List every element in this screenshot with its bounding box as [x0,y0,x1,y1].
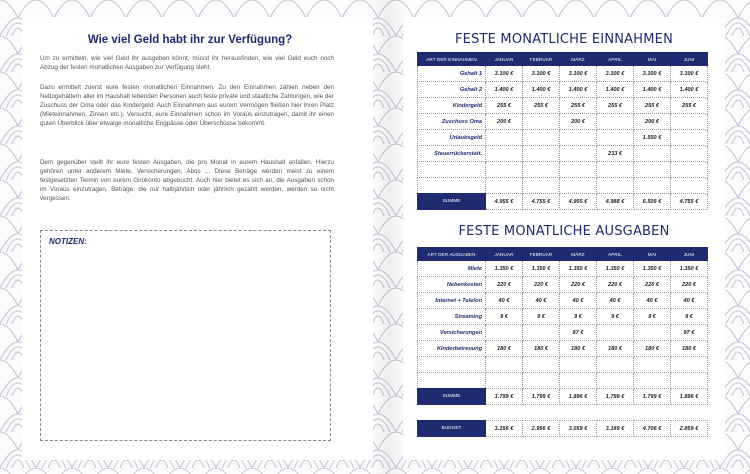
income-header-row [418,53,708,66]
income-row-label: Zuschuss Oma [418,114,486,130]
income-header-cell: MÄRZ [560,53,597,66]
budget-table [417,420,708,437]
expenses-empty-cell [634,373,671,389]
expenses-row [418,293,708,309]
expenses-value-cell: 1.350 € [560,261,597,277]
expenses-sum-value-cell: 1.896 € [671,389,708,405]
intro-paragraph-2: Dazu ermittelt zuerst eure festen monatlichen Einnahmen. Zu den Einnahmen zählen neben den Nettogehältern aller im Haushalt lebenden Personen auch feste private und staatliche Zahlungen, wie der Zuschuss der Oma oder das Kindergeld. Auch Einnahmen aus eurem Vermögen fließen hier ihren Platz (Mieteinnahmen, Zinsen etc.). Versucht, eure Einnahmen schon im Voraus einzutragen, damit ihr einen guten Überblick über etwaige monatliche Engpässe oder Überschüsse bekommt. [40,84,334,127]
income-empty-row [418,162,708,178]
income-sum-value-cell: 6.505 € [634,194,671,210]
income-value-cell: 3.100 € [634,66,671,82]
income-empty-cell [418,162,486,178]
income-value-cell [634,146,671,162]
expenses-value-cell: 1.350 € [634,261,671,277]
expenses-value-cell: 40 € [597,293,634,309]
expenses-empty-cell [418,373,486,389]
expenses-empty-cell [597,357,634,373]
income-empty-cell [418,178,486,194]
expenses-value-cell [597,325,634,341]
income-row-label: Steuerrückerstatt. [418,146,486,162]
expenses-value-cell: 9 € [523,309,560,325]
expenses-value-cell: 220 € [671,277,708,293]
income-value-cell [560,130,597,146]
income-row-label: Urlaubsgeld [418,130,486,146]
income-header-cell: FEBRUAR [523,53,560,66]
expenses-row-label: Nebenkosten [418,277,486,293]
income-empty-cell [560,178,597,194]
expenses-value-cell [634,325,671,341]
income-empty-row [418,178,708,194]
expenses-value-cell: 40 € [486,293,523,309]
income-empty-cell [486,178,523,194]
expenses-header-row [418,248,708,261]
expenses-sum-row [418,389,708,405]
income-value-cell: 200 € [634,114,671,130]
income-empty-cell [671,178,708,194]
income-row-label: Gehalt 2 [418,82,486,98]
income-sum-label: SUMME [418,194,486,210]
expenses-header-cell: JANUAR [486,248,523,261]
income-sum-value-cell: 4.988 € [597,194,634,210]
income-value-cell: 3.100 € [486,66,523,82]
budget-label: BUDGET [418,421,486,437]
expenses-empty-row [418,357,708,373]
expenses-value-cell: 1.350 € [671,261,708,277]
income-empty-cell [634,162,671,178]
income-value-cell [597,130,634,146]
expenses-row [418,341,708,357]
income-table [417,52,708,210]
income-value-cell [486,130,523,146]
expenses-row [418,309,708,325]
income-empty-cell [671,162,708,178]
income-title: FESTE MONATLICHE EINNAHMEN [454,32,674,47]
income-value-cell: 1.400 € [597,82,634,98]
income-row [418,130,708,146]
notes-box[interactable] [40,230,331,441]
income-empty-cell [560,162,597,178]
income-value-cell: 1.400 € [523,82,560,98]
expenses-row-label: Streaming [418,309,486,325]
expenses-table [417,247,708,405]
expenses-value-cell: 40 € [523,293,560,309]
expenses-value-cell: 40 € [560,293,597,309]
income-empty-cell [597,162,634,178]
expenses-value-cell: 220 € [486,277,523,293]
expenses-row [418,261,708,277]
income-value-cell: 255 € [560,98,597,114]
expenses-row [418,325,708,341]
income-value-cell: 1.400 € [486,82,523,98]
expenses-value-cell: 40 € [671,293,708,309]
income-value-cell: 255 € [671,98,708,114]
expenses-header-cell: MÄRZ [560,248,597,261]
expenses-value-cell: 220 € [634,277,671,293]
income-row [418,114,708,130]
expenses-value-cell: 9 € [671,309,708,325]
income-row [418,146,708,162]
expenses-header-cell: FEBRUAR [523,248,560,261]
income-value-cell: 233 € [597,146,634,162]
income-sum-value-cell: 4.955 € [560,194,597,210]
expenses-sum-label: SUMME [418,389,486,405]
budget-value-cell: 3.189 € [597,421,634,437]
expenses-empty-cell [597,373,634,389]
income-header-cell: JANUAR [486,53,523,66]
expenses-empty-row [418,373,708,389]
expenses-sum-value-cell: 1.799 € [486,389,523,405]
income-sum-value-cell: 4.755 € [523,194,560,210]
income-row [418,98,708,114]
expenses-sum-value-cell: 1.799 € [523,389,560,405]
income-value-cell [523,146,560,162]
expenses-sum-value-cell: 1.799 € [597,389,634,405]
expenses-value-cell: 40 € [634,293,671,309]
expenses-value-cell: 180 € [634,341,671,357]
expenses-row-label: Internet + Telefon [418,293,486,309]
income-value-cell: 255 € [523,98,560,114]
expenses-empty-cell [486,357,523,373]
income-empty-cell [486,162,523,178]
expenses-empty-cell [523,357,560,373]
expenses-value-cell: 9 € [560,309,597,325]
income-value-cell: 3.100 € [597,66,634,82]
expenses-value-cell [523,325,560,341]
intro-paragraph-1: Um zu ermitteln, wie viel Geld ihr ausgeben könnt, müsst ihr herausfinden, wie viel Geld euch noch Abzug der festen monatlichen Ausgaben zur Verfügung steht. [40,55,334,71]
income-header-cell: MAI [634,53,671,66]
income-value-cell [560,146,597,162]
expenses-header-cell: JUNI [671,248,708,261]
intro-paragraph-3: Dem gegenüber stellt ihr eure festen Ausgaben, die pro Monat in eurem Haushalt anfallen. Hierzu gehören unter anderem Miete, Versicherungen, Abos ... Diese Beträge werden meist zu einem festgesetzten Termin von eurem Girokonto abgebucht. Auch hier bietet es sich an, die Ausgaben schon im Voraus einzutragen. Beträge, die nur halbjährlich oder jährlich gezahlt werden, werden so nicht vergessen. [40,159,334,202]
expenses-value-cell: 1.350 € [523,261,560,277]
income-value-cell [486,146,523,162]
income-value-cell [597,114,634,130]
income-value-cell: 1.400 € [634,82,671,98]
income-row [418,82,708,98]
income-empty-cell [523,178,560,194]
income-row-label: Kindergeld [418,98,486,114]
income-value-cell [523,130,560,146]
expenses-value-cell: 220 € [597,277,634,293]
income-value-cell: 3.100 € [523,66,560,82]
expenses-title: FESTE MONATLICHE AUSGABEN [458,224,670,239]
budget-value-cell: 2.859 € [671,421,708,437]
budget-value-cell: 3.059 € [560,421,597,437]
expenses-value-cell: 220 € [523,277,560,293]
expenses-value-cell: 180 € [671,341,708,357]
expenses-empty-cell [560,357,597,373]
page-title: Wie viel Geld habt ihr zur Verfügung? [87,34,293,46]
expenses-value-cell: 9 € [597,309,634,325]
expenses-empty-cell [634,357,671,373]
income-header-cell: ART DER EINNAHMEN [418,53,486,66]
expenses-sum-value-cell: 1.896 € [560,389,597,405]
income-value-cell [671,130,708,146]
budget-value-cell: 4.706 € [634,421,671,437]
income-empty-cell [634,178,671,194]
income-empty-cell [597,178,634,194]
expenses-sum-value-cell: 1.799 € [634,389,671,405]
income-value-cell: 3.100 € [671,66,708,82]
expenses-header-cell: ART DER AUSGABEN [418,248,486,261]
income-value-cell: 1.400 € [671,82,708,98]
expenses-value-cell: 97 € [671,325,708,341]
income-header-cell: APRIL [597,53,634,66]
income-row [418,66,708,82]
expenses-empty-cell [671,357,708,373]
budget-value-cell: 2.956 € [523,421,560,437]
expenses-empty-cell [523,373,560,389]
income-value-cell [523,114,560,130]
income-value-cell: 255 € [486,98,523,114]
budget-row [418,421,708,437]
income-value-cell [671,146,708,162]
expenses-value-cell: 9 € [634,309,671,325]
expenses-value-cell: 9 € [486,309,523,325]
expenses-value-cell: 97 € [560,325,597,341]
income-value-cell: 255 € [597,98,634,114]
expenses-row-label: Versicherungen [418,325,486,341]
expenses-header-cell: MAI [634,248,671,261]
expenses-row [418,277,708,293]
income-sum-row [418,194,708,210]
book-spine-shadow [372,0,406,474]
budget-value-cell: 3.156 € [486,421,523,437]
expenses-value-cell: 1.350 € [486,261,523,277]
expenses-value-cell: 180 € [523,341,560,357]
income-value-cell: 1.550 € [634,130,671,146]
expenses-empty-cell [671,373,708,389]
expenses-empty-cell [560,373,597,389]
expenses-value-cell: 220 € [560,277,597,293]
income-value-cell: 255 € [634,98,671,114]
income-header-cell: JUNI [671,53,708,66]
income-value-cell [671,114,708,130]
income-value-cell: 1.400 € [560,82,597,98]
expenses-header-cell: APRIL [597,248,634,261]
expenses-empty-cell [486,373,523,389]
income-value-cell: 3.100 € [560,66,597,82]
expenses-value-cell: 180 € [486,341,523,357]
income-value-cell: 200 € [486,114,523,130]
expenses-value-cell: 180 € [560,341,597,357]
income-sum-value-cell: 4.955 € [486,194,523,210]
income-row-label: Gehalt 1 [418,66,486,82]
notes-label: NOTIZEN: [49,237,87,246]
income-sum-value-cell: 4.755 € [671,194,708,210]
expenses-value-cell [486,325,523,341]
expenses-empty-cell [418,357,486,373]
expenses-value-cell: 180 € [597,341,634,357]
expenses-value-cell: 1.350 € [597,261,634,277]
income-empty-cell [523,162,560,178]
expenses-row-label: Miete [418,261,486,277]
expenses-row-label: Kinderbetreuung [418,341,486,357]
income-value-cell: 200 € [560,114,597,130]
